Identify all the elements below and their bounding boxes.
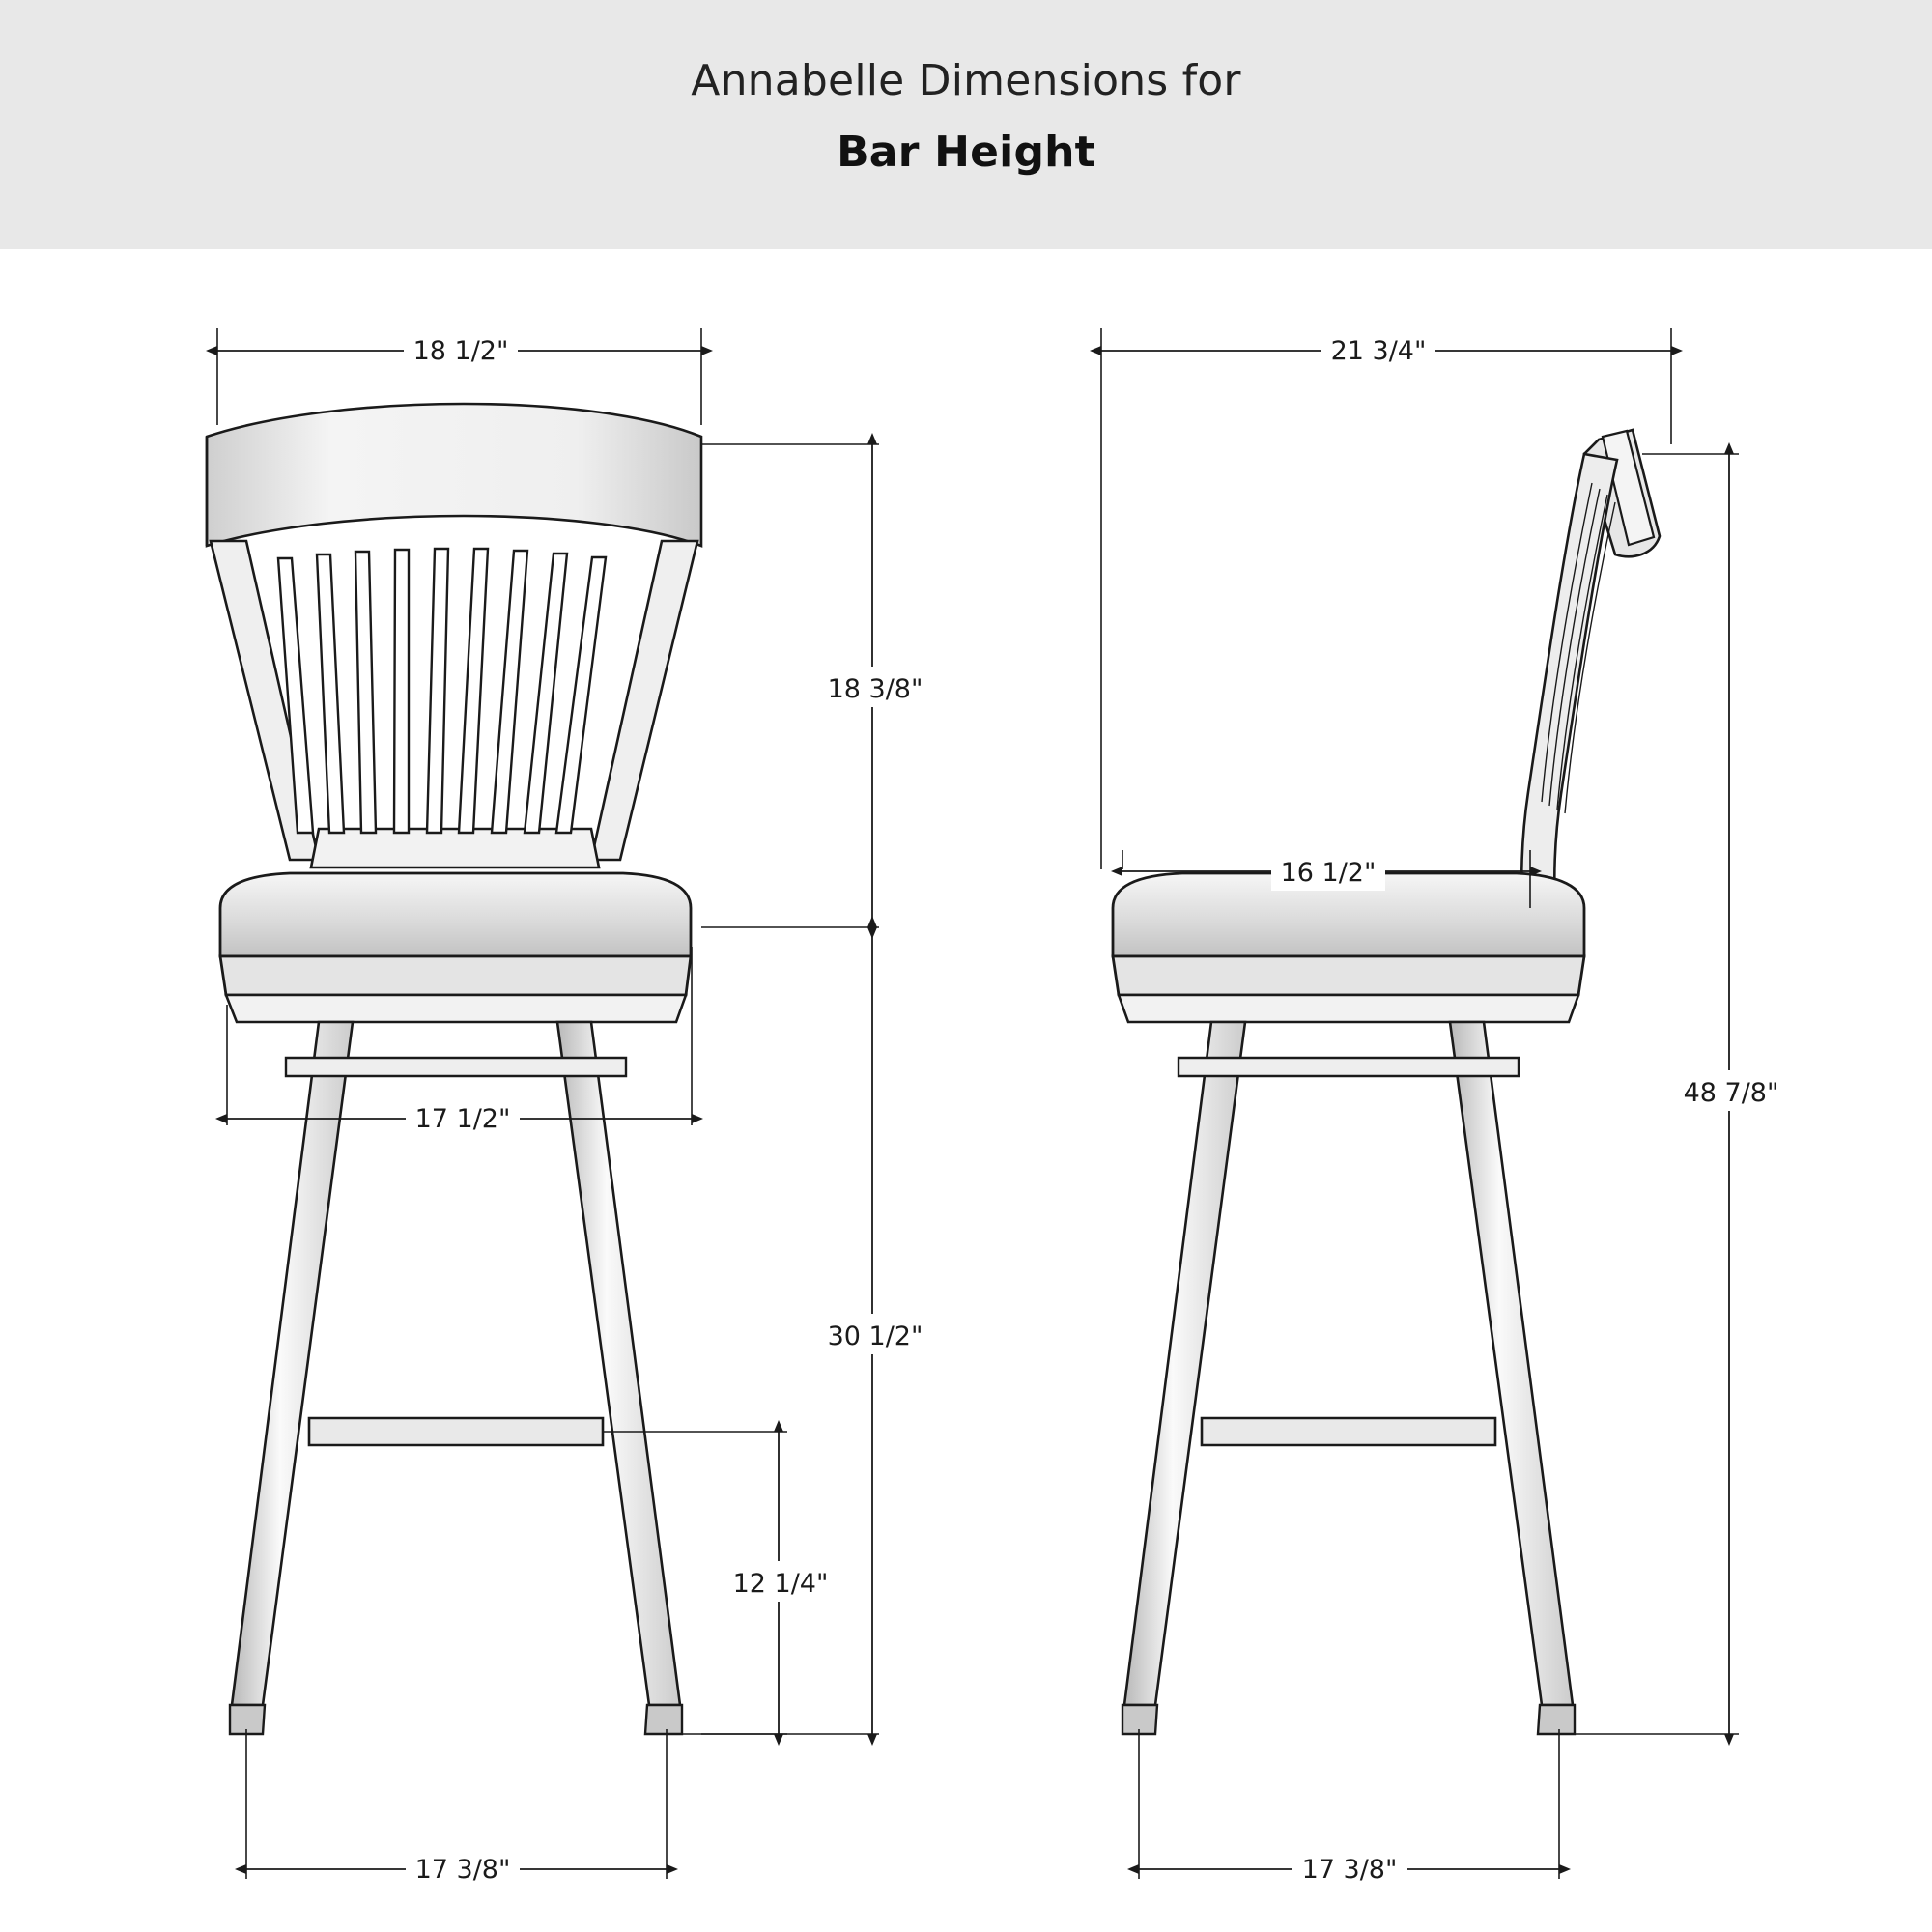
dim-front-top-width: 18 1/2" (412, 336, 509, 366)
dim-front-back-height: 18 3/8" (827, 674, 923, 704)
dim-front-seat-height: 30 1/2" (827, 1321, 923, 1351)
dim-side-seat-depth: 16 1/2" (1280, 858, 1377, 888)
side-view-chair (1113, 430, 1660, 1734)
dim-front-seat-width: 17 1/2" (414, 1104, 511, 1134)
front-view-chair (207, 404, 701, 1734)
dim-front-footrest-height: 12 1/4" (732, 1569, 829, 1599)
side-view-dimensions (1101, 328, 1739, 1879)
dim-side-base-depth: 17 3/8" (1301, 1855, 1398, 1885)
dim-side-overall-depth: 21 3/4" (1330, 336, 1427, 366)
side-view-dimension-labels (1271, 329, 1791, 1888)
page-title-line1: Annabelle Dimensions for (691, 56, 1241, 105)
dim-front-base-width: 17 3/8" (414, 1855, 511, 1885)
dim-side-overall-height: 48 7/8" (1683, 1078, 1779, 1108)
page-title-line2: Bar Height (837, 128, 1095, 177)
